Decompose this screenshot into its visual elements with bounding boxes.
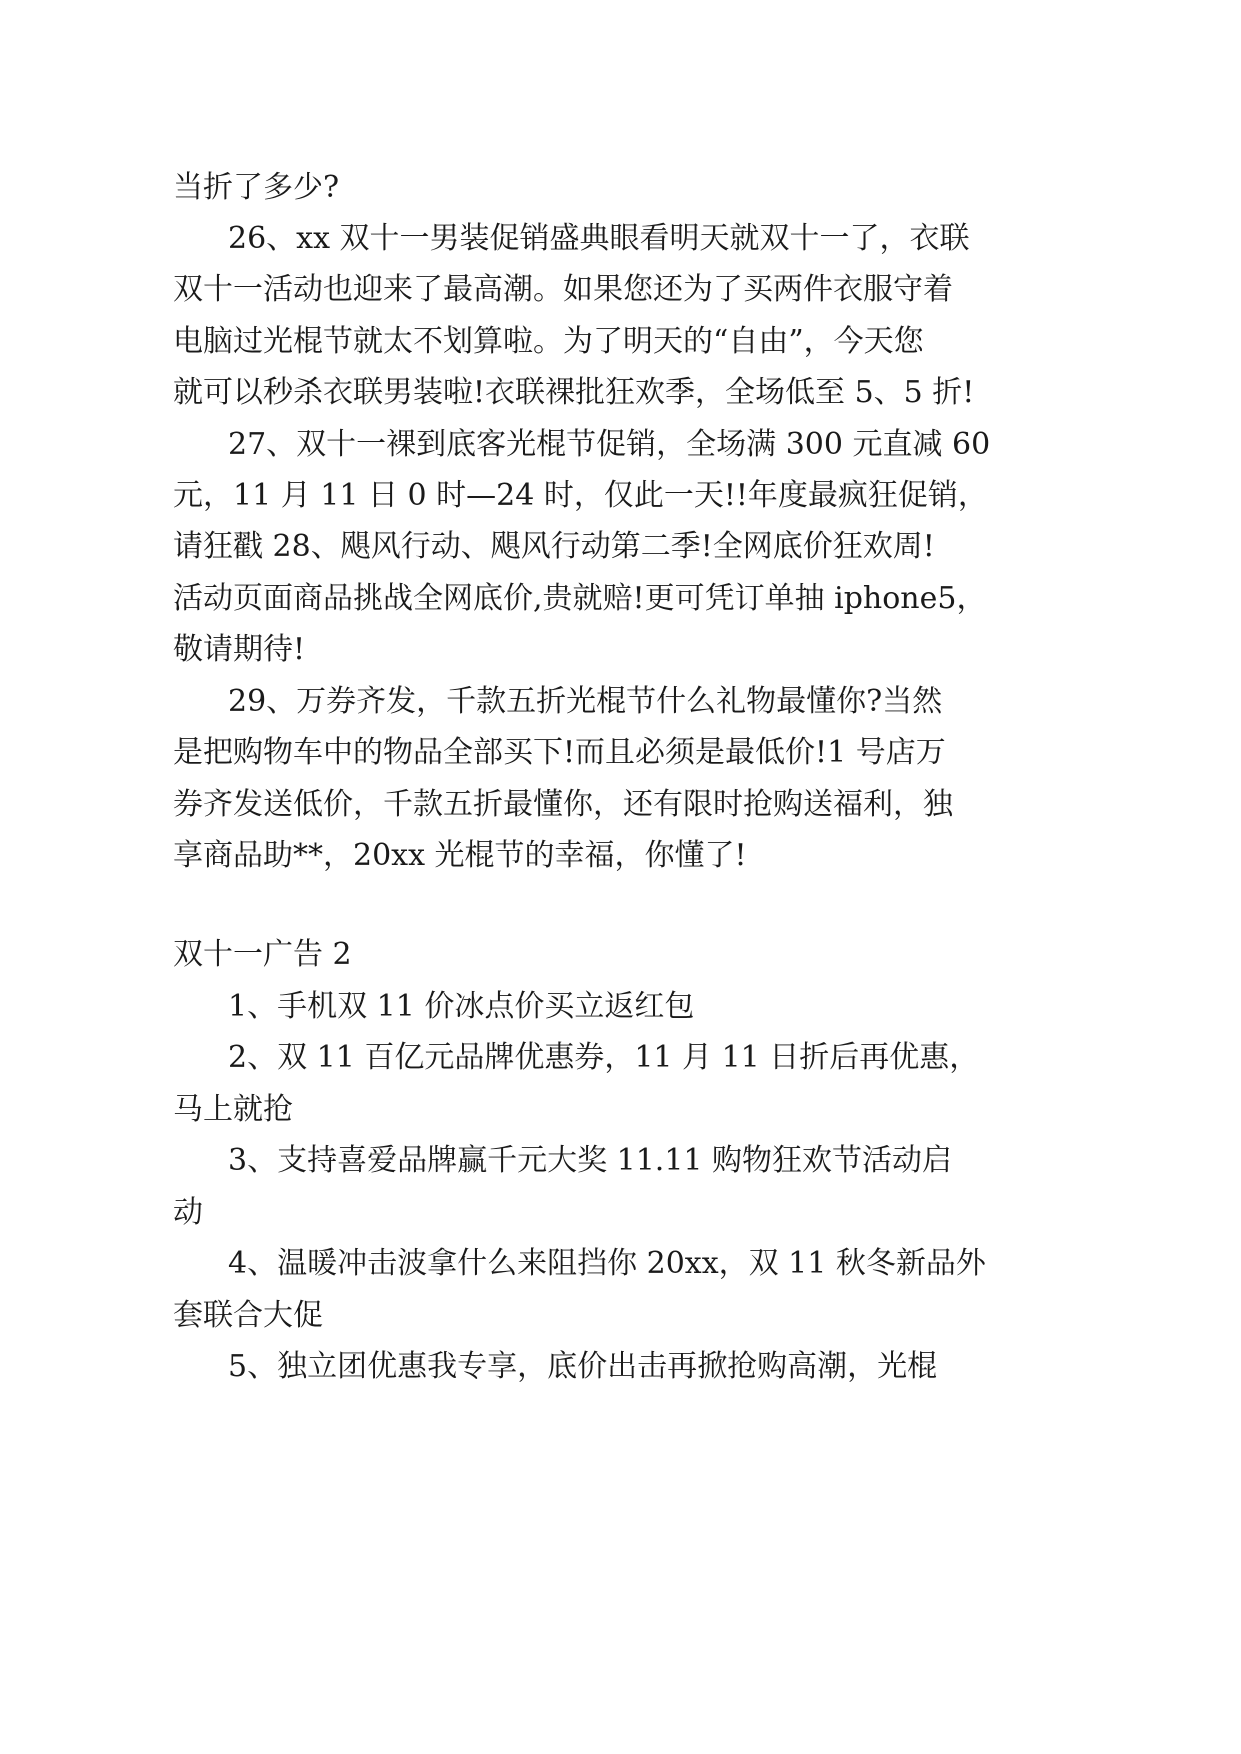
text-line: 1、手机双 11 价冰点价买立返红包 bbox=[228, 989, 695, 1024]
text-line: 券齐发送低价，千款五折最懂你，还有限时抢购送福利，独 bbox=[173, 787, 953, 822]
text-line: 元，11 月 11 日 0 时—24 时，仅此一天!!年度最疯狂促销， bbox=[173, 478, 988, 513]
text-line: 套联合大促 bbox=[173, 1298, 323, 1333]
section-heading: 双十一广告 2 bbox=[173, 937, 352, 972]
text-line: 4、温暖冲击波拿什么来阻挡你 20xx，双 11 秋冬新品外 bbox=[228, 1246, 986, 1281]
text-line: 2、双 11 百亿元品牌优惠券，11 月 11 日折后再优惠， bbox=[228, 1040, 980, 1075]
text-line: 3、支持喜爱品牌赢千元大奖 11.11 购物狂欢节活动启 bbox=[228, 1143, 953, 1178]
text-line: 就可以秒杀衣联男装啦!衣联裸批狂欢季，全场低至 5、5 折! bbox=[173, 375, 975, 410]
text-line: 敬请期待! bbox=[173, 632, 306, 667]
text-line: 马上就抢 bbox=[173, 1092, 293, 1127]
text-line: 请狂戳 28、飓风行动、飓风行动第二季!全网底价狂欢周! bbox=[173, 529, 935, 564]
text-line: 当折了多少? bbox=[173, 170, 340, 205]
text-line: 双十一活动也迎来了最高潮。如果您还为了买两件衣服守着 bbox=[173, 272, 953, 307]
text-line: 动 bbox=[173, 1195, 203, 1230]
text-line: 享商品助**，20xx 光棍节的幸福，你懂了! bbox=[173, 838, 747, 873]
text-line: 29、万券齐发，千款五折光棍节什么礼物最懂你?当然 bbox=[228, 684, 943, 719]
text-line: 27、双十一裸到底客光棍节促销，全场满 300 元直减 60 bbox=[228, 427, 991, 462]
text-line: 活动页面商品挑战全网底价,贵就赔!更可凭订单抽 iphone5， bbox=[173, 581, 987, 616]
text-line: 是把购物车中的物品全部买下!而且必须是最低价!1 号店万 bbox=[173, 735, 946, 770]
text-line: 5、独立团优惠我专享，底价出击再掀抢购高潮，光棍 bbox=[228, 1349, 938, 1384]
text-line: 26、xx 双十一男装促销盛典眼看明天就双十一了，衣联 bbox=[228, 221, 970, 256]
text-line: 电脑过光棍节就太不划算啦。为了明天的“自由”，今天您 bbox=[173, 324, 924, 359]
